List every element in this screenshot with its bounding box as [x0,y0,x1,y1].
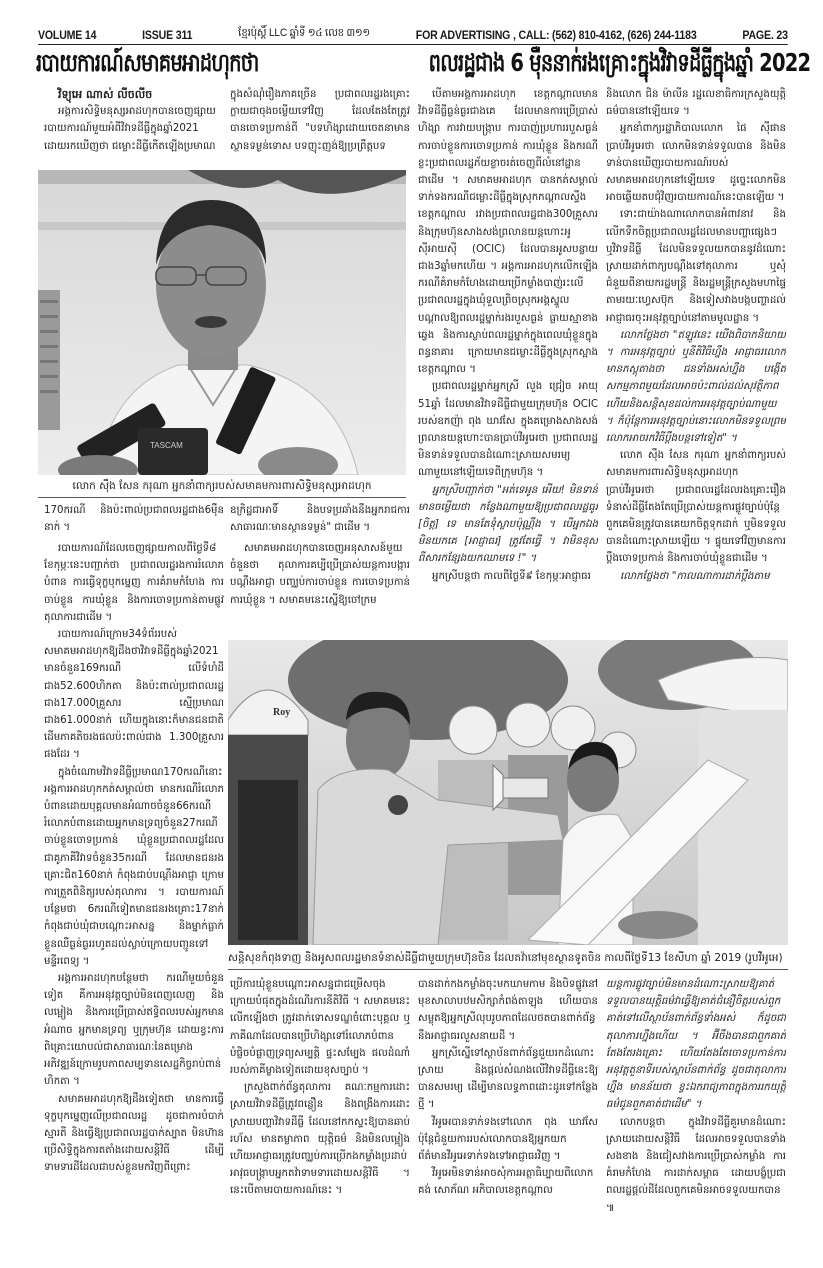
article-col3-bottom [418,976,598,1248]
paragraph: ប្រើការឃុំខ្លួនបណ្ដោះអាសន្នជាជម្រើសចុងក្រោយបំផុតក្នុងដំណើរការនីតិវិធី ។ សមាគមនេះលើកឡើងថា ត្រូវដាក់ទោសទណ្ឌចំពោះបុគ្គល ឬភាគីណាដែលបានប្រើហិង្សាទៅរំលោភបំពាន បំផ្លិចបំផ្លាញទ្រព្យសម្បត្តិ ផ្ទះសម្បែង ផលដំណាំរបស់ភាគីម្ខាងទៀតដោយខុសច្បាប់ ។ [230,979,410,1077]
paragraph: ក្នុងចំណោមវិវាទដីធ្លីប្រមាណ170ករណីនោះ អង្គការអាដហុកកត់សម្គាល់ថា មានករណីរំលោភបំពានដោយបុគ្គលមានអំណាចចំនួន66ករណី រំលោភបំពានដោយអ្នកមានទ្រព្យចំនួន27ករណី ចាប់ខ្លួនចោទប្រកាន់ ឃុំខ្លួនប្រជាពលរដ្ឋដែលជាគូភាគីវិវាទចំនួន35ករណី ដែលមានជនរងគ្រោះជិត160នាក់ កំពុងជាប់បណ្ដឹងអាជ្ញា ក្រោមការត្រួតពិនិត្យរបស់តុលាការ ។ របាយការណ៍បន្ថែមថា 6ករណីទៀតមានជនរងគ្រោះ17នាក់ កំពុងជាប់ឃុំជាបណ្ដោះអាសន្ន និងម្នាក់ធ្លាក់ខ្លួនឈឺធ្ងន់ធ្ងររហូតដល់ស្លាប់ក្រោយបញ្ជូនទៅមន្ទីរពេទ្យ ។ [44,766,224,967]
recorder-brand-label: TASCAM [150,441,183,450]
masthead [38,20,788,45]
protest-photo-image [228,640,788,945]
article-col3-top [418,86,598,636]
paragraph: លោកបន្តថា ក្នុងវិវាទដីធ្លីគួរមានដំណោះស្រាយដោយសន្តិវិធី ដែលអាចទទួលបានទាំងសងខាង និងជៀសវាងការប្រើប្រាស់កម្លាំង ការគំរាមកំហែង ការដាក់សម្ពាធ ដោយបង្ខំប្រជាពលរដ្ឋផ្ដល់ដីដែលពួកគេមិនអាចទទួលយកបាន ៕ [606,1116,786,1214]
paragraph: វីអូអេមិនទាន់អាចសុំការអត្ថាធិប្បាយពីលោក គង់ សោភ័ណ អភិបាលខេត្តកណ្ដាល [418,1168,594,1197]
headline-part-2: ពលរដ្ឋជាង 6 ម៉ឺននាក់រងគ្រោះក្នុងវិវាទដីធ្លីក្នុងឆ្នាំ 2022 [428,48,811,77]
advertising-contact: FOR ADVERTISING , CALL: (562) 810-4162, (626) 244-1183 [415,30,697,42]
quote-paragraph: លោកថ្លែងថា "កាលណាការដាក់ប្ដឹងតាម [620,570,770,582]
article-col1-mid [44,502,224,538]
spokesperson-photo-image [38,170,406,475]
paragraph: ក្រសួងពាក់ព័ន្ធតុលាការ គណៈកម្មការដោះស្រាយវិវាទដីធ្លីត្រូវពន្លឿន និងពង្រឹងការដោះស្រាយបញ្ហាវិវាទដីធ្លី ដែលនៅកកស្ទះឱ្យបានឆាប់រហ័ស មានតម្លាភាព យុត្តិធម៌ និងមិនលម្អៀង ហើយអាជ្ញាធរត្រូវបញ្ឈប់ការប្រើកងកម្លាំងប្រដាប់អាវុធបង្ក្រាបអ្នកតវ៉ាទាមទារដោយសន្តិវិធី ។ នេះបើតាមរបាយការណ៍នេះ ។ [230,1082,410,1197]
photo-caption-2: សន្តិសុខកំពុងទាញ និងអូសពលរដ្ឋមានទំនាស់ដីធ្លីជាមួយក្រុមហ៊ុនចិន ដែលតវ៉ានៅមុខស្ថានទូតចិន កាលពីថ្ងៃទី13 ខែសីហា ឆ្នាំ 2019 (រូបវីអូអេ) [228,950,788,970]
article-col1-top [44,86,224,166]
paragraph: បើតាមអង្គការអាដហុក ខេត្តកណ្ដាលមានវិវាទដីធ្លីធ្ងន់ធ្ងរជាងគេ ដែលមានការប្រើប្រាស់ហិង្សា ការវាយបង្ក្រាប ការបាញ់ប្រហាររបួសធ្ងន់ ការចាប់ខ្លួនការចោទប្រកាន់ ការឃុំខ្លួន និងករណីខ្លះប្រជាពលរដ្ឋភ័យខ្លាចរត់ចេញពីលំនៅដ្ឋានជាដើម ។ សមាគមអាដហុក បានកត់សម្គាល់ទាក់ទងករណីជម្លោះដីធ្លីក្នុងស្រុកកណ្ដាលស្ទឹង ខេត្តកណ្ដាល រវាងប្រជាពលរដ្ឋជាង300គ្រួសារ និងក្រុមហ៊ុនសាងសង់ព្រលានយន្តហោះអូស៊ីអាយស៊ី (OCIC) ដែលបានអូសបន្លាយជាង3ឆ្នាំមកហើយ ។ អង្គការអាដហុកលើកឡើងករណីគំរាមកំហែងដោយប្រើកម្លាំងបាញ់រះលើប្រជាពលរដ្ឋក្នុងឃុំទួលព្រិចស្រុកអង្គស្នួល បណ្ដាលឱ្យពលរដ្ឋម្នាក់រងរបួសធ្ងន់ ធ្លាយស្មាខាងឆ្វេង និងការស្លាប់ពលរដ្ឋម្នាក់ក្នុងពេលឃុំខ្លួនក្នុងពន្ធនាគារ ក្រោយមានជម្លោះដីធ្លីក្នុងស្រុកស្អាង ខេត្តកណ្ដាល ។ [418,89,598,376]
photo-protest [228,640,788,945]
article-col2-lower-top [230,540,410,636]
article-col1-lower [44,540,224,1248]
photo-caption-1: លោក ស៊ឹង សែន ករុណា អ្នកនាំពាក្យរបស់សមាគមការពារសិទ្ធិមនុស្សអាដហុក [38,478,406,498]
byline: វិទ្យុអេ ណាស់ លីចលីច [58,88,153,101]
article-col4-bottom [606,976,786,1248]
paragraph: 170ករណី និងប៉ះពាល់ប្រជាពលរដ្ឋជាង6ម៉ឺននាក់ ។ [44,505,224,534]
article-col2-mid [230,502,410,538]
quote-paragraph: លោកថ្លែងថា "ឥឡូវនេះ យើងពិបាកនិយាយ ។ ការអនុវត្តច្បាប់ ឬនីតិវិធីហ្នឹង អាជ្ញាធរលោកមានភស្តុតាងថា ជនទាំងអស់ហ្នឹង បង្កើតសកម្មភាពមួយដែលអាចប៉ះពាល់ដល់សុវត្ថិភាព ហើយនិងសន្តិសុខដល់ការអនុវត្តច្បាប់ណាមួយ ។ ក៏ប៉ុន្តែការអនុវត្តច្បាប់នោះលោកមិនទទួលព្រមលោកអាចរកវិធីប្ដឹងបន្តទៅទៀត" ។ [606,329,786,445]
article-col2-bottom [230,976,410,1248]
article-col2-top [230,86,410,166]
paragraph: និងលោក ជិន ម៉ាលីន រដ្ឋលេខាធិការក្រសួងយុត្តិធម៌បាននៅឡើយទេ ។ [606,89,786,118]
headline-part-1: របាយការណ៍សមាគមអាដហុកថា [36,48,259,77]
paragraph: ក្នុងសំណុំរឿងភាគច្រើន ប្រជាពលរដ្ឋរងគ្រោះក្លាយជាចុងចម្លើយទៅវិញ ដែលតែងតែត្រូវបានចោទប្រកាន់ពី "បទហិង្សាដោយចេតនាមានស្ថានទម្ងន់ទោស បទញុះញង់ឱ្យប្រព្រឹត្តបទ [230,89,410,152]
paragraph: របាយការណ៍ក្រោម34ទំព័ររបស់សមាគមអាដហុកឱ្យដឹងថាវិវាទដីធ្លីក្នុងឆ្នាំ2021 មានចំនួន169ករណី លើទំហំដីជាង52.600ហិកតា និងប៉ះពាល់ប្រជាពលរដ្ឋជាង17.000គ្រួសារ ស្មើប្រមាណជាង61.000នាក់ ហើយក្នុងនោះក៏មានជនជាតិដើមភាគតិចរងផលប៉ះពាល់ជាង 1.300គ្រួសារផងដែរ ។ [44,629,224,761]
paragraph: លោក ស៊ឹង សែន ករុណា អ្នកនាំពាក្យរបស់សមាគមការពារសិទ្ធិមនុស្សអាដហុកប្រាប់វីអូអេថា ប្រជាពលរដ្ឋដែលរងគ្រោះរឿងទំនាស់ដីធ្លីតែងតែប្រើប្រាស់យន្តការផ្លូវច្បាប់ប៉ុន្តែពួកគេមិនត្រូវបានគេយកចិត្តទុកដាក់ ឬមិនទទួលបានដំណោះស្រាយឡើយ ។ ផ្ទុយទៅវិញមានការប្ដឹងចោទប្រកាន់ និងការចាប់ឃុំខ្លួនជាដើម ។ [606,450,786,565]
volume-number: VOLUME 14 [38,30,97,42]
headline [36,45,811,81]
article-col4-top [606,86,786,636]
publisher-name: ខ្មែរប៉ុស្តិ៍ LLC ឆ្នាំទី ១៤ លេខ ៣១១ [238,27,370,39]
paragraph: របាយការណ៍ដែលចេញផ្សាយកាលពីថ្ងៃទី៨ ខែកុម្ភៈនេះបញ្ជាក់ថា ប្រជាពលរដ្ឋរងការរំលោភបំពាន ការធ្វើទុក្ខបុកម្នេញ ការគំរាមកំហែង ការចាប់ខ្លួន ការឃុំខ្លួន និងការចោទប្រកាន់តាមផ្លូវតុលាការជាដើម ។ [44,543,224,623]
paragraph: ឧក្រិដ្ឋជាអាទិ៍ និងបទប្រឆាំងនឹងអ្នករាជការសាធារណៈមានស្ថានទម្ងន់" ជាដើម ។ [230,505,410,534]
paragraph: អ្នកស្រីស្នើទៅស្ថាប័នពាក់ព័ន្ធជួយរកដំណោះស្រាយ និងផ្ដល់សំណងលើវិវាទដីធ្លីនេះឱ្យបានសមរម្យ ដើម្បីមានលទ្ធភាពដោះដូរទៅកន្លែងថ្មី ។ [418,1047,598,1111]
issue-number: ISSUE 311 [142,30,193,42]
helmet-label: Roy [273,707,291,718]
quote-paragraph: អ្នកស្រីបញ្ជាក់ថា "អត់ទេអូន អើយ! មិនទាន់មានចម្លើយថា កន្លែងណាមួយឱ្យប្រជាពលរដ្ឋធូរ [ចិត្ត] ទេ មានតែទុំស្លាបប៉ុណ្ណឹង ។ បើអ្នកឯងមិនយកគេ [អាជ្ញាធរ] ត្រូវតែធ្វើ ។ វាមិនខុសពីសារកន្សែងយកឈាមទេ !" ។ [418,484,598,565]
paragraph: ប្រជាពលរដ្ឋម្នាក់អ្នកស្រី លួង ជ្រៀច អាយុ 51ឆ្នាំ ដែលមានវិវាទដីធ្លីជាមួយក្រុមហ៊ុន OCIC របស់ឧកញ៉ា ពុង ឃាវសែ ក្នុងគម្រោងសាងសង់ព្រលានយន្តហោះបានប្រាប់វីអូអេថា ប្រជាពលរដ្ឋមិនទាន់ទទួលបានដំណោះស្រាយសមរម្យណាមួយនៅឡើយទេពីក្រុមហ៊ុន ។ [418,381,598,479]
photo-spokesperson [38,170,406,475]
paragraph: អ្នកនាំពាក្យរដ្ឋាភិបាលលោក ផៃ ស៊ីផាន ប្រាប់វីអូអេថា លោកមិនទាន់ទទួលបាន និងមិនទាន់បានឃើញរបាយការណ៍របស់សមាគមអាដហុកនៅឡើយទេ ដូច្នេះលោកមិនអាចឆ្លើយតបជុំវិញរបាយការណ៍នេះបានឡើយ ។ [606,123,786,204]
paragraph: សមាគមអាដហុកឱ្យដឹងទៀតថា មានការធ្វើទុក្ខបុកម្នេញលើប្រជាពលរដ្ឋ ដូចជាការបំបាក់ស្មារតី និងធ្វើឱ្យប្រជាពលរដ្ឋបាក់ស្បាត មិនហ៊ានប្រើសិទ្ធិក្នុងការតតាំងដោយសន្តិវិធី ដើម្បីទាមទារដីដែលជាបស់ខ្លួនមកវិញពីព្រោះ [44,1093,224,1174]
page-number: PAGE. 23 [742,30,788,42]
paragraph: អង្គការអាដហុកបន្ថែមថា ករណីមួយចំនួនទៀត គឺការអនុវត្តច្បាប់មិនពេញលេញ និងលម្អៀង និងការប្រើប្រាស់ឥទ្ធិពលរបស់អ្នកមានអំណាច អ្នកមានទ្រព្យ ឬក្រុមហ៊ុន ដោយខ្វះការពិគ្រោះយោបល់ជាសាធារណៈនៃគម្រោងអភិវឌ្ឍន៍ក្រោមរូបភាពសម្បទានសេដ្ឋកិច្ចរាប់ពាន់ហិកតា ។ [44,973,224,1088]
paragraph: អង្គការសិទ្ធិមនុស្សអាដហុកបានចេញផ្សាយរបាយការណ៍មួយអំពីវិវាទដីធ្លីក្នុងឆ្នាំ2021 ដោយរកឃើញថា ជម្លោះដីធ្លីកើតឡើងប្រមាណ [44,106,216,152]
paragraph: អ្នកស្រីបន្តថា កាលពីថ្ងៃទី៩ ខែកុម្ភៈអាជ្ញាធរ [432,570,591,582]
paragraph: បានដាក់កងកម្លាំងចុះមកឃាមកាម និងបិទផ្លូវនៅមុខសាលាបឋមសិក្សាកំពង់តាឡុង ហើយបានសម្លុតឱ្យអ្នកស្រីលុបរូបភាពដែលថតបានពាក់ព័ន្ធនឹងអាជ្ញាធរលួសនាយដី ។ [418,979,598,1042]
paragraph: ទោះជាយ៉ាងណាលោកបានអំពាវនាវ និងលើកទឹកចិត្តប្រជាពលរដ្ឋដែលមានបញ្ហាផ្សេងៗ ឬវិវាទដីធ្លី ដែលមិនទទួលយកបាននូវដំណោះស្រាយដាក់ពាក្យបណ្ដឹងទៅតុលាការ ឬសុំជំនួយពីនាយករដ្ឋមន្ត្រី និងរដ្ឋមន្ត្រីក្រសួងមហាផ្ទៃតាមរយៈហ្វេសប៊ុក និងទៀសវាងបង្កបញ្ហាដល់អាជ្ញាធរចុះអនុវត្តច្បាប់នៅតាមមូលដ្ឋាន ។ [606,209,786,324]
paragraph: សមាគមអាដហុកបានចេញអនុសាសន៍មួយចំនួនថា តុលាការគប្បីប្រើប្រាស់យន្តការបង្ការបណ្ដឹងអាជ្ញា បញ្ឈប់ការចាប់ខ្លួន ការចោទប្រកាន់ការឃុំខ្លួន ។ សមាគមនេះស្នើឱ្យចៅក្រម [230,543,410,606]
quote-paragraph: យន្តការផ្លូវច្បាប់មិនមានដំណោះស្រាយឱ្យគាត់ទទួលបានយុត្តិធម៌វាធ្វើឱ្យគាត់ជំនឿចិត្តរបស់ពួកគាត់ទៅលើស្ថាប័នពាក់ព័ន្ធទាំងអស់ ក៏ដូចជាតុលាការហ្នឹងហើយ ។ អ៊ីចឹងបានជាពួកគាត់តែងតែរងគ្រោះ ហើយតែងតែចោទប្រកាន់ការអនុវត្តតួនាទីរបស់ស្ថាប័នពាក់ព័ន្ធ ដូចជាតុលាការហ្នឹង មានន័យថា ខ្វះឯករាជ្យភាពក្នុងការរកយុត្តិធម៌ជូនពួកគាត់ជាដើម" ។ [606,979,786,1111]
paragraph: វីអូអេបានទាក់ទងទៅលោក ពុង ឃាវសែ ប៉ុន្តែជំនួយការរបស់លោកបានឱ្យអ្នកយកព័ត៌មានវីអូអេទាក់ទងទៅអាជ្ញាធរវិញ ។ [418,1116,598,1163]
